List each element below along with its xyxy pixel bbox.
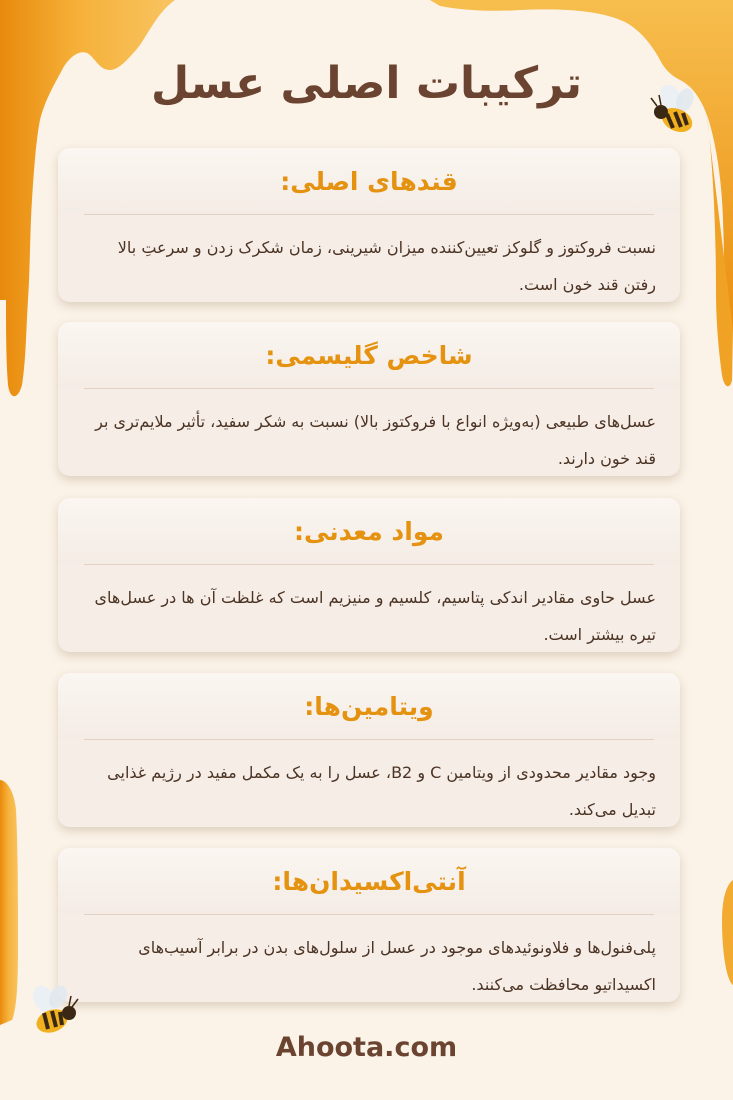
website-footer: Ahoota.com — [275, 1032, 458, 1063]
card-header — [58, 673, 680, 739]
info-card-minerals — [58, 498, 680, 652]
card-heading: مواد معدنی: — [294, 516, 444, 546]
info-card-vitamins — [58, 673, 680, 827]
card-header — [58, 848, 680, 914]
honey-drip-left-lower — [0, 780, 18, 1025]
card-header — [58, 148, 680, 214]
page-title: ترکیبات اصلی عسل — [151, 58, 582, 109]
bee-icon — [22, 983, 84, 1045]
card-header — [58, 498, 680, 564]
card-heading: آنتی‌اکسیدان‌ها: — [272, 866, 466, 896]
bee-icon — [645, 82, 707, 144]
info-card-main-sugars — [58, 148, 680, 302]
card-heading: شاخص گلیسمی: — [265, 340, 473, 370]
card-heading: قندهای اصلی: — [280, 166, 458, 196]
card-text: عسل‌های طبیعی (به‌ویژه انواع با فروکتوز بالا) نسبت به شکر سفید، تأثیر ملایم‌تری بر قند خون دارند. — [95, 412, 656, 468]
card-text: وجود مقادیر محدودی از ویتامین C و B2، عسل را به یک مکمل مفید در رژیم غذایی تبدیل می‌کند. — [107, 763, 656, 819]
info-card-antioxidants — [58, 848, 680, 1002]
card-text: عسل حاوی مقادیر اندکی پتاسیم، کلسیم و منیزیم است که غلظت آن ها در عسل‌های تیره بیشتر است. — [94, 588, 656, 644]
info-card-glycemic-index — [58, 322, 680, 476]
card-text: پلی‌فنول‌ها و فلاونوئیدهای موجود در عسل از سلول‌های بدن در برابر آسیب‌های اکسیداتیو محافظت می‌کنند. — [138, 938, 656, 994]
card-header — [58, 322, 680, 388]
card-text: نسبت فروکتوز و گلوکز تعیین‌کننده میزان شیرینی، زمان شکرک زدن و سرعتِ بالا رفتن قند خون است. — [117, 238, 656, 294]
honey-drip-bottom-right — [722, 880, 733, 985]
card-heading: ویتامین‌ها: — [304, 691, 434, 721]
